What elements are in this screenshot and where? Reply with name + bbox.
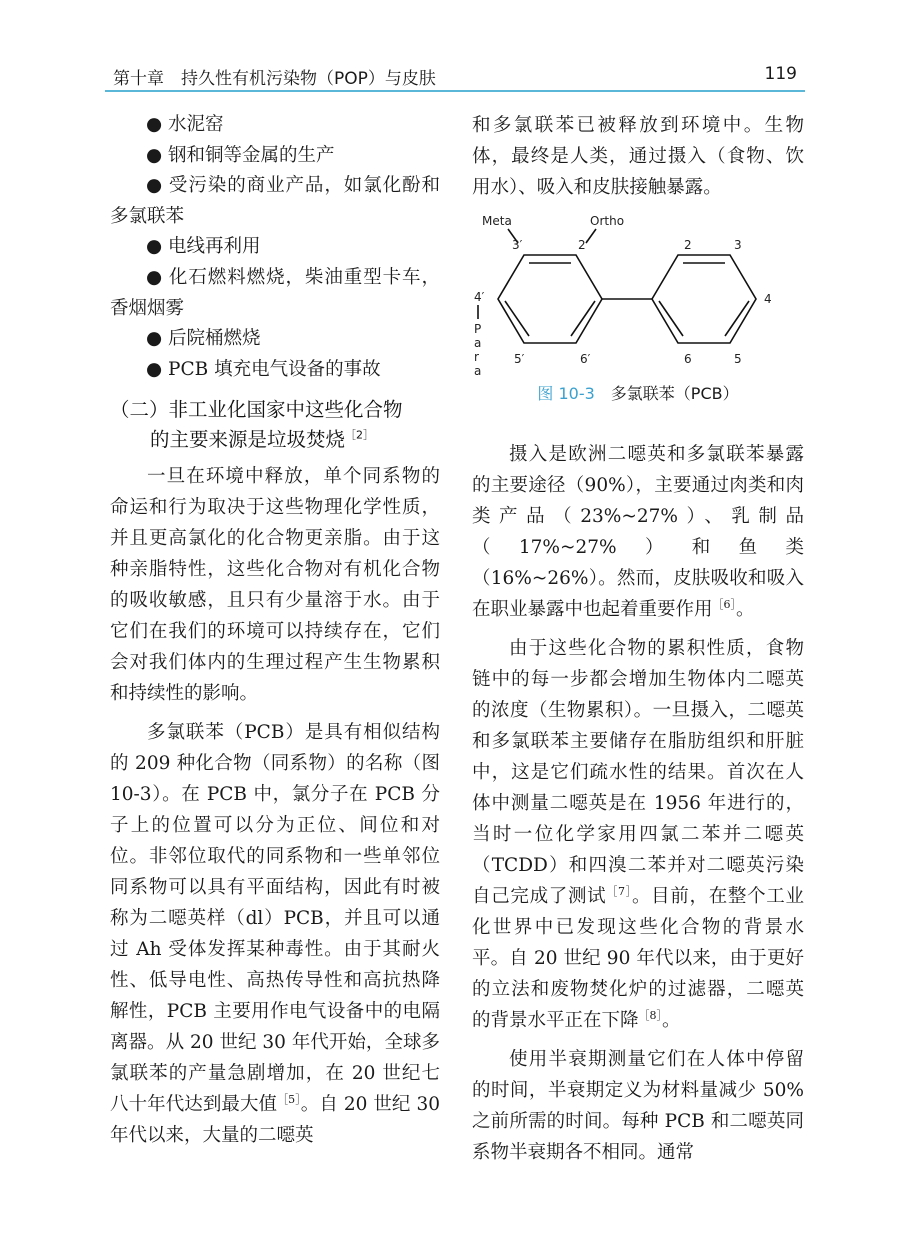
- list-item: ● 水泥窑: [146, 114, 224, 135]
- paragraph: 和多氯联苯已被释放到环境中。生物体，最终是人类，通过摄入（食物、饮用水）、吸入和皮肤接触暴露。: [472, 115, 804, 198]
- paragraph: 由于这些化合物的累积性质，食物链中的每一步都会增加生物体内二噁英的浓度（生物累积）。一旦摄入，二噁英和多氯联苯主要储存在脂肪组织和肝脏中，这是它们疏水性的结果。首次在人体中测量二噁英是在 1956 年进行的，当时一位化学家用四氯二苯并二噁英（TCDD）和四溴二苯并对二噁英污染自己完成了测试$^{[7]}$。目前，在整个工业化世界中已发现这些化合物的背景水平。自 20 世纪 90 年代以来，由于更好的立法和废物焚化炉的过滤器，二噁英的背景水平正在下降$^{[8]}$。: [472, 638, 804, 1031]
- citation-ref: ［2］: [345, 428, 375, 442]
- list-item: ● 钢和铜等金属的生产: [146, 144, 335, 166]
- svg-text:3′: 3′: [512, 238, 523, 252]
- list-item: ● 后院桶燃烧: [146, 328, 261, 350]
- paragraph: 多氯联苯（PCB）是具有相似结构的 209 种化合物（同系物）的名称（图 10-3）。在 PCB 中，氯分子在 PCB 分子上的位置可以分为正位、间位和对位。非邻位取代的同系物和一些单邻位同系物可以具有平面结构，因此有时被称为二噁英样（dl）PCB，并且可以通过 Ah 受体发挥某种毒性。由于其耐火性、低导电性、高热传导性和高抗热降解性，PCB 主要用作电气设备中的电隔离器。从 20 世纪 30 年代开始，全球多氯联苯的产量急剧增加，在 20 世纪七八十年代达到最大值$^{[5]}$。自 20 世纪 30 年代以来，大量的二噁英: [110, 722, 440, 1147]
- paragraph: 使用半衰期测量它们在人体中停留的时间，半衰期定义为材料量减少 50% 之前所需的时间。每种 PCB 和二噁英同系物半衰期各不相同。通常: [472, 1049, 804, 1163]
- svg-text:6′: 6′: [580, 352, 591, 366]
- svg-text:6: 6: [684, 352, 692, 366]
- list-item: ● 化石燃料燃烧，柴油重型卡车，香烟烟雾: [110, 266, 440, 319]
- svg-text:3: 3: [734, 238, 742, 252]
- section-heading: （二）非工业化国家中这些化合物 的主要来源是垃圾焚烧$^{[2]}$: [110, 398, 403, 452]
- list-item: ● 受污染的商业产品，如氯化酚和多氯联苯: [110, 175, 440, 227]
- right-column: [472, 110, 804, 1168]
- right-benzene-ring: [652, 255, 756, 343]
- svg-text:r: r: [474, 350, 479, 364]
- left-column: [110, 110, 440, 1151]
- svg-text:2: 2: [684, 238, 692, 252]
- svg-text:a: a: [474, 364, 482, 378]
- running-header: [105, 58, 805, 92]
- svg-text:a: a: [474, 336, 482, 350]
- svg-text:4′: 4′: [474, 290, 485, 304]
- svg-text:5′: 5′: [514, 352, 525, 366]
- figure-caption: 图 10-3 多氯联苯（PCB）: [537, 384, 739, 403]
- paragraph: 摄入是欧洲二噁英和多氯联苯暴露的主要途径（90%），主要通过肉类和肉类产品（23%~27%）、乳制品（17%~27%）和鱼类（16%~26%）。然而，皮肤吸收和吸入在职业暴露中也起着重要作用$^{[6]}$。: [472, 444, 804, 620]
- left-benzene-ring: [498, 255, 602, 343]
- paragraph: 一旦在环境中释放，单个同系物的命运和行为取决于这些物理化学性质，并且更高氯化的化合物更亲脂。由于这种亲脂特性，这些化合物对有机化合物的吸收敏感，且只有少量溶于水。由于它们在我们的环境可以持续存在，它们会对我们体内的生理过程产生生物累积和持续性的影响。: [110, 466, 440, 705]
- citation-ref: ［6］: [712, 597, 737, 611]
- source-list: [110, 110, 440, 385]
- list-item: ● 电线再利用: [146, 236, 261, 258]
- meta-label: Meta: [482, 214, 512, 228]
- citation-ref: ［7］: [606, 884, 632, 898]
- svg-text:2′: 2′: [578, 238, 589, 252]
- page-number: 119: [764, 64, 797, 84]
- citation-ref: ［8］: [638, 1008, 663, 1022]
- svg-text:5: 5: [734, 352, 742, 366]
- biphenyl-diagram: [472, 209, 804, 409]
- para-label: P: [474, 322, 482, 336]
- pcb-structure-figure: [472, 209, 804, 439]
- list-item: ● PCB 填充电气设备的事故: [146, 358, 381, 380]
- ortho-label: Ortho: [590, 214, 625, 228]
- chapter-title: 第十章 持久性有机污染物（POP）与皮肤: [113, 69, 436, 89]
- svg-text:4: 4: [764, 292, 772, 306]
- citation-ref: ［5］: [277, 1093, 301, 1107]
